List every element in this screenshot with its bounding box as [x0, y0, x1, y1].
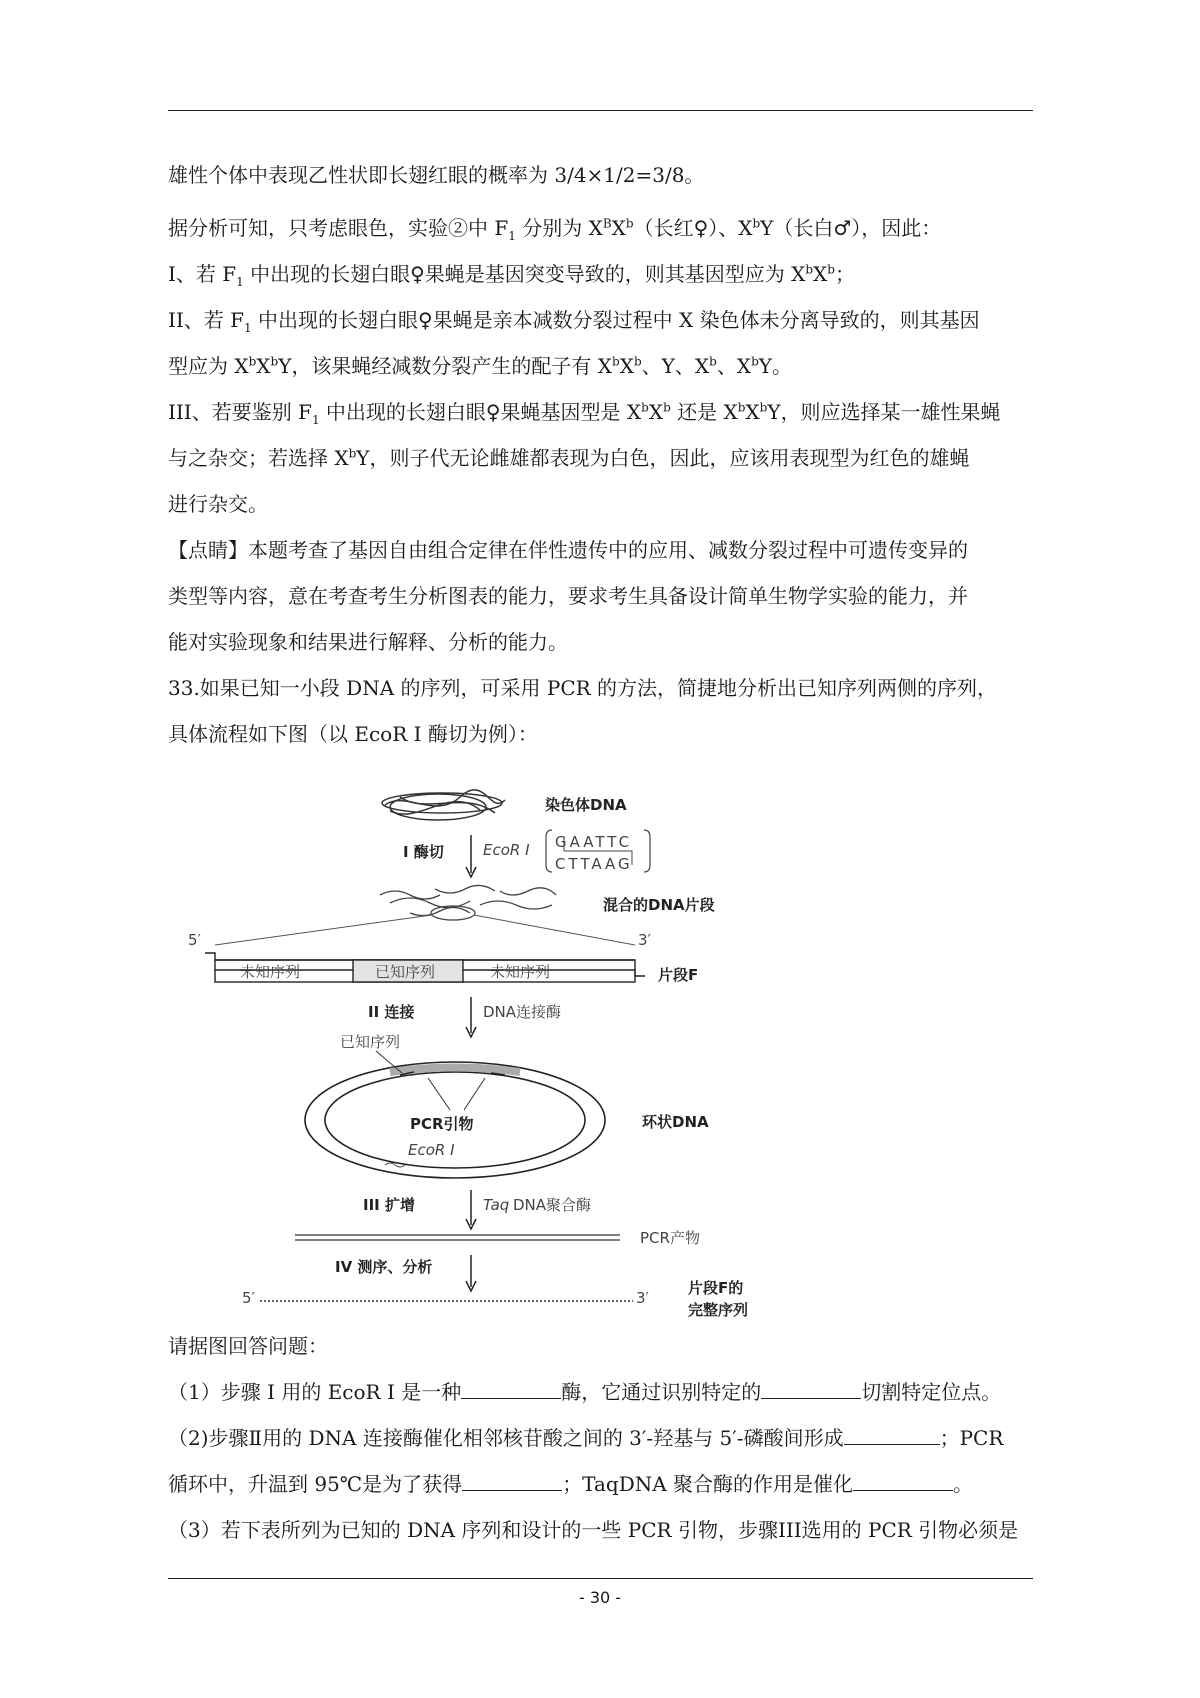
step-4-label: IV 测序、分析 — [335, 1258, 433, 1276]
text-line: II、若 $F_1$ 中出现的长翅白眼♀果蝇是亲本减数分裂过程中 X 染色体未分离导致的，则其基因 — [168, 308, 980, 335]
question-1: （1）步骤 I 用的 EcoR I 是一种 酶，它通过识别特定的 切割特定位点。 — [168, 1369, 1036, 1415]
pcr-product-label: PCR产物 — [640, 1229, 700, 1247]
text-line: 【点睛】本题考查了基因自由组合定律在伴性遗传中的应用、减数分裂过程中可遗传变异的 — [168, 538, 968, 562]
chromosome-label: 染色体DNA — [545, 796, 627, 814]
text-line: 类型等内容，意在考查考生分析图表的能力，要求考生具备设计简单生物学实验的能力，并 — [168, 584, 968, 608]
ecori-enzyme-label: EcoR I — [483, 841, 530, 859]
analysis-block — [168, 205, 1036, 757]
taq-label: Taq — [483, 1196, 510, 1214]
circular-dna-label: 环状DNA — [642, 1113, 709, 1131]
recognition-site-bottom: CTTAAG — [555, 855, 633, 873]
text-line: 与之杂交；若选择 $X^bY$，则子代无论雌雄都表现为白色，因此，应该用表现型为红色的雄蝇 — [168, 446, 970, 470]
answer-blank[interactable] — [853, 1468, 953, 1491]
answer-blank[interactable] — [461, 1376, 561, 1399]
recognition-site-top: GAATTC — [555, 833, 633, 851]
text-line: I、若 $F_1$ 中出现的长翅白眼♀果蝇是基因突变导致的，则其基因型应为 $X^bX^b$； — [168, 262, 855, 289]
polymerase-label: DNA聚合酶 — [513, 1196, 592, 1214]
text-line: 进行杂交。 — [168, 492, 268, 516]
step-1-label: I 酶切 — [403, 843, 444, 861]
question-2-cont: 循环中，升温到 95℃是为了获得 ；TaqDNA 聚合酶的作用是催化 。 — [168, 1461, 1036, 1507]
answer-blank[interactable] — [844, 1422, 940, 1445]
final-three-prime: 3′ — [636, 1289, 649, 1307]
pcr-flow-diagram — [180, 785, 800, 1330]
questions-block — [168, 1323, 1036, 1553]
header-rule — [168, 110, 1033, 111]
final-sequence-label-1: 片段F的 — [688, 1279, 744, 1297]
three-prime-label: 3′ — [638, 931, 651, 949]
unknown-sequence-left: 未知序列 — [240, 963, 301, 981]
question-33-stem: 33.如果已知一小段 DNA 的序列，可采用 PCR 的方法，简捷地分析出已知序列两侧的序列， — [168, 676, 998, 700]
answer-analysis — [168, 152, 1036, 198]
fragment-f-label: 片段F — [658, 966, 699, 984]
text-line: III、若要鉴别 $F_1$ 中出现的长翅白眼♀果蝇基因型是 $X^bX^b$ 还是 $X^bX^bY$，则应选择某一雄性果蝇 — [168, 400, 1001, 427]
step-2-label: II 连接 — [368, 1003, 415, 1021]
answer-blank[interactable] — [761, 1376, 861, 1399]
pcr-primer-label: PCR引物 — [410, 1115, 474, 1133]
step-3-label: III 扩增 — [363, 1196, 415, 1214]
question-2: （2)步骤Ⅱ用的 DNA 连接酶催化相邻核苷酸之间的 3′-羟基与 5′-磷酸间形成 ；PCR — [168, 1415, 1036, 1461]
text-line: 能对实验现象和结果进行解释、分析的能力。 — [168, 630, 568, 654]
text-line: 雄性个体中表现乙性状即长翅红眼的概率为 3/4×1/2=3/8。 — [168, 163, 705, 187]
mixed-fragments-illustration — [380, 885, 556, 920]
page-number: - 30 - — [578, 1588, 622, 1607]
final-five-prime: 5′ — [242, 1289, 255, 1307]
ecori-site-label: EcoR I — [408, 1141, 455, 1159]
mixed-fragments-label: 混合的DNA片段 — [603, 896, 715, 914]
final-sequence-label-2: 完整序列 — [688, 1301, 749, 1319]
chromosome-dna-illustration — [382, 790, 505, 820]
known-sequence: 已知序列 — [375, 963, 436, 981]
footer-rule — [168, 1578, 1033, 1579]
known-sequence-pointer-label: 已知序列 — [340, 1033, 401, 1051]
text-line: 据分析可知，只考虑眼色，实验②中 $F_1$ 分别为 $X^BX^b$（长红♀）、$X^bY$（长白♂），因此： — [168, 216, 942, 243]
question-prompt: 请据图回答问题： — [168, 1334, 328, 1358]
unknown-sequence-right: 未知序列 — [490, 963, 551, 981]
text-line: 型应为 $X^bX^bY$，该果蝇经减数分裂产生的配子有 $X^bX^b$、Y、$X^b$、$X^bY$。 — [168, 354, 792, 378]
five-prime-label: 5′ — [188, 931, 201, 949]
answer-blank[interactable] — [462, 1468, 562, 1491]
ligase-label: DNA连接酶 — [483, 1003, 562, 1021]
question-33-stem: 具体流程如下图（以 EcoR I 酶切为例）： — [168, 722, 538, 746]
question-3: （3）若下表所列为已知的 DNA 序列和设计的一些 PCR 引物，步骤III选用的 PCR 引物必须是 — [168, 1518, 1019, 1542]
